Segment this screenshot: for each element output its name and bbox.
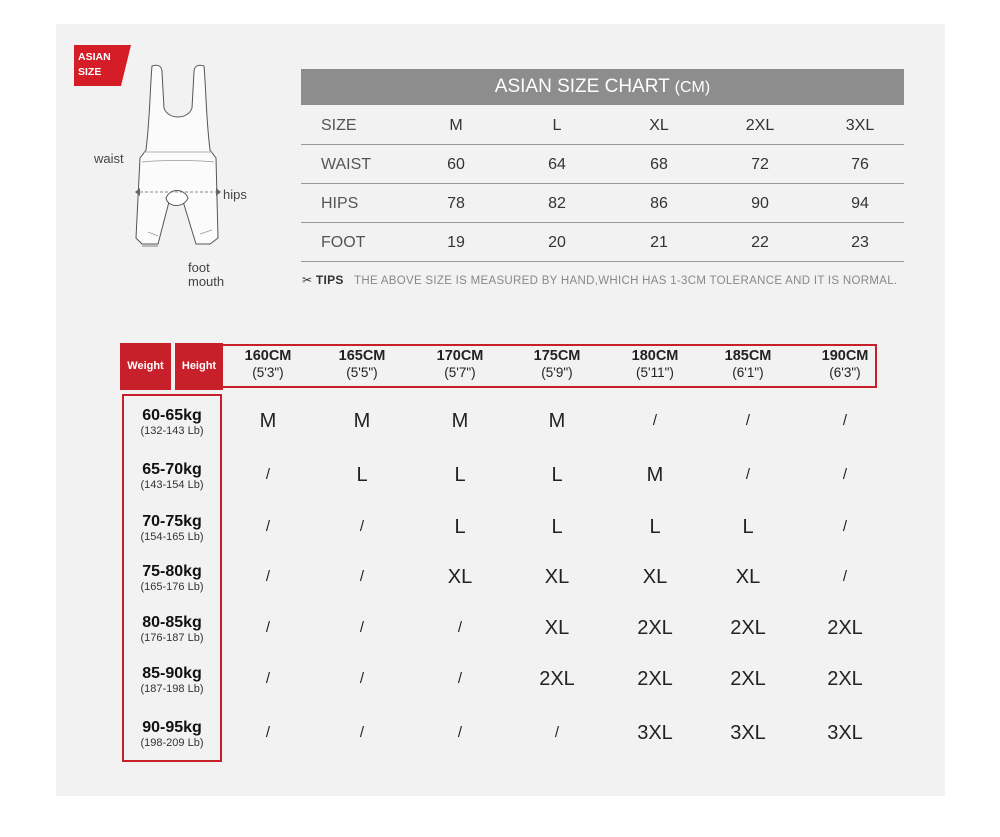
weight-lb: (154-165 Lb) bbox=[140, 531, 204, 543]
size-chart-cell: XL bbox=[649, 117, 669, 134]
size-chart-row bbox=[301, 223, 904, 262]
size-chart-cell: 22 bbox=[751, 234, 769, 251]
waist-label: waist bbox=[94, 151, 124, 166]
size-chart-cell: 19 bbox=[447, 234, 465, 251]
size-matrix-cell: / bbox=[554, 724, 560, 741]
foot-label-line-1: foot bbox=[188, 260, 210, 275]
size-matrix-cell: XL bbox=[447, 566, 473, 588]
size-matrix-cell: M bbox=[548, 410, 566, 432]
weight-lb: (143-154 Lb) bbox=[140, 479, 204, 491]
height-ft: (6'3") bbox=[829, 365, 861, 380]
size-chart-row-label: WAIST bbox=[321, 156, 372, 173]
size-matrix-cell: / bbox=[842, 568, 848, 585]
size-matrix-cell: / bbox=[265, 518, 271, 535]
height-column-header bbox=[703, 348, 793, 380]
size-matrix-cell: / bbox=[265, 568, 271, 585]
size-matrix-cell: M bbox=[259, 410, 277, 432]
size-chart-cell: L bbox=[552, 117, 562, 134]
size-matrix-cell: / bbox=[457, 724, 463, 741]
size-chart-cell: 68 bbox=[650, 156, 668, 173]
weight-row-header bbox=[124, 563, 220, 594]
size-chart-row bbox=[301, 184, 904, 223]
weight-kg: 85-90kg bbox=[142, 665, 202, 682]
hips-label: hips bbox=[223, 187, 247, 202]
size-chart-cell: M bbox=[449, 117, 463, 134]
size-matrix-cell: M bbox=[353, 410, 371, 432]
tips-label: TIPS bbox=[315, 273, 344, 287]
size-chart-cell: 86 bbox=[650, 195, 668, 212]
height-cm: 180CM bbox=[631, 348, 679, 364]
weight-kg: 80-85kg bbox=[142, 614, 202, 631]
size-matrix-cell: / bbox=[359, 724, 365, 741]
size-matrix-cell: / bbox=[745, 412, 751, 429]
foot-label-line-2: mouth bbox=[188, 274, 225, 289]
size-matrix-cell: L bbox=[454, 516, 466, 538]
size-matrix-cell: L bbox=[551, 464, 563, 486]
size-matrix-cell: XL bbox=[642, 566, 668, 588]
height-column-header bbox=[415, 348, 505, 380]
size-matrix-cell: / bbox=[265, 670, 271, 687]
size-matrix-cell: 3XL bbox=[827, 722, 863, 744]
height-column-header bbox=[610, 348, 700, 380]
height-cm: 165CM bbox=[338, 348, 386, 364]
size-matrix-cell: L bbox=[742, 516, 754, 538]
weight-kg: 90-95kg bbox=[142, 719, 202, 736]
size-matrix-cell: 3XL bbox=[730, 722, 766, 744]
size-matrix-cell: / bbox=[265, 466, 271, 483]
height-ft: (5'3") bbox=[252, 365, 284, 380]
height-ft: (5'11") bbox=[636, 365, 674, 380]
size-matrix-cell: L bbox=[649, 516, 661, 538]
size-matrix-cell: / bbox=[359, 568, 365, 585]
size-matrix-cell: L bbox=[551, 516, 563, 538]
size-matrix-cell: / bbox=[842, 412, 848, 429]
weight-row-header bbox=[124, 407, 220, 438]
height-cm: 170CM bbox=[436, 348, 484, 364]
weight-kg: 60-65kg bbox=[142, 407, 202, 424]
size-matrix-cell: / bbox=[265, 724, 271, 741]
size-chart-cell: 20 bbox=[548, 234, 566, 251]
size-chart-cell: 23 bbox=[851, 234, 869, 251]
badge-line-1: ASIAN bbox=[78, 51, 111, 63]
badge-line-2: SIZE bbox=[78, 66, 102, 78]
size-chart-row bbox=[301, 145, 904, 184]
size-chart-unit: (CM) bbox=[674, 79, 711, 96]
foot-label bbox=[188, 261, 224, 289]
size-matrix-cell: / bbox=[457, 619, 463, 636]
size-matrix-cell: / bbox=[359, 518, 365, 535]
height-ft: (6'1") bbox=[732, 365, 764, 380]
size-matrix-cell: / bbox=[745, 466, 751, 483]
size-chart-cell: 60 bbox=[447, 156, 465, 173]
height-cm: 160CM bbox=[244, 348, 292, 364]
height-column-header bbox=[223, 348, 313, 380]
weight-row-header bbox=[124, 513, 220, 544]
size-matrix-cell: XL bbox=[544, 566, 570, 588]
size-chart-cell: 21 bbox=[650, 234, 668, 251]
size-chart-table bbox=[301, 106, 904, 262]
size-chart-title bbox=[301, 69, 904, 105]
size-matrix-cell: / bbox=[359, 619, 365, 636]
size-matrix-cell: 2XL bbox=[637, 617, 673, 639]
size-chart-row-label: FOOT bbox=[321, 234, 366, 251]
weight-lb: (132-143 Lb) bbox=[140, 425, 204, 437]
size-chart-cell: 64 bbox=[548, 156, 566, 173]
size-matrix-cell: 2XL bbox=[827, 668, 863, 690]
height-ft: (5'7") bbox=[444, 365, 476, 380]
height-ft: (5'9") bbox=[541, 365, 573, 380]
height-header: Height bbox=[175, 343, 223, 390]
size-matrix-cell: 3XL bbox=[637, 722, 673, 744]
size-chart-cell: 82 bbox=[548, 195, 566, 212]
size-matrix-cell: XL bbox=[544, 617, 570, 639]
size-matrix-cell: M bbox=[451, 410, 469, 432]
size-chart-cell: 78 bbox=[447, 195, 465, 212]
weight-lb: (198-209 Lb) bbox=[140, 737, 204, 749]
weight-kg: 65-70kg bbox=[142, 461, 202, 478]
size-matrix-cell: / bbox=[842, 466, 848, 483]
weight-kg: 70-75kg bbox=[142, 513, 202, 530]
size-matrix-cell: 2XL bbox=[730, 617, 766, 639]
tips-line bbox=[302, 273, 897, 287]
height-column-header bbox=[317, 348, 407, 380]
size-chart-cell: 76 bbox=[851, 156, 869, 173]
size-matrix-cell: 2XL bbox=[730, 668, 766, 690]
weight-header: Weight bbox=[120, 343, 171, 390]
size-chart-row bbox=[301, 106, 904, 145]
size-chart-cell: 90 bbox=[751, 195, 769, 212]
weight-row-header bbox=[124, 461, 220, 492]
size-matrix-cell: XL bbox=[735, 566, 761, 588]
size-chart-cell: 3XL bbox=[845, 117, 875, 134]
weight-lb: (165-176 Lb) bbox=[140, 581, 204, 593]
size-matrix-cell: / bbox=[842, 518, 848, 535]
weight-row-header bbox=[124, 719, 220, 750]
size-matrix-cell: 2XL bbox=[539, 668, 575, 690]
size-matrix-cell: / bbox=[457, 670, 463, 687]
size-matrix-cell: L bbox=[454, 464, 466, 486]
size-chart-cell: 72 bbox=[751, 156, 769, 173]
size-chart-cell: 94 bbox=[851, 195, 869, 212]
height-column-header bbox=[800, 348, 890, 380]
tips-text: THE ABOVE SIZE IS MEASURED BY HAND,WHICH HAS 1-3CM TOLERANCE AND IT IS NORMAL. bbox=[354, 275, 898, 287]
height-cm: 175CM bbox=[533, 348, 581, 364]
size-matrix-cell: L bbox=[356, 464, 368, 486]
size-chart-cell: 2XL bbox=[745, 117, 775, 134]
weight-lb: (187-198 Lb) bbox=[140, 683, 204, 695]
size-chart-row-label: HIPS bbox=[321, 195, 359, 212]
weight-row-header bbox=[124, 614, 220, 645]
size-chart-title-text: ASIAN SIZE CHART bbox=[494, 76, 670, 97]
scissors-icon: ✂ bbox=[302, 273, 313, 287]
size-matrix-cell: 2XL bbox=[827, 617, 863, 639]
size-matrix-cell: / bbox=[652, 412, 658, 429]
size-matrix-cell: / bbox=[265, 619, 271, 636]
height-cm: 190CM bbox=[821, 348, 869, 364]
weight-row-header bbox=[124, 665, 220, 696]
weight-kg: 75-80kg bbox=[142, 563, 202, 580]
size-matrix-cell: M bbox=[646, 464, 664, 486]
size-matrix-cell: / bbox=[359, 670, 365, 687]
size-chart-row-label: SIZE bbox=[321, 117, 357, 134]
weight-lb: (176-187 Lb) bbox=[140, 632, 204, 644]
height-column-header bbox=[512, 348, 602, 380]
bib-shorts-diagram-icon bbox=[88, 58, 258, 298]
size-matrix-cell: 2XL bbox=[637, 668, 673, 690]
height-cm: 185CM bbox=[724, 348, 772, 364]
height-ft: (5'5") bbox=[346, 365, 378, 380]
